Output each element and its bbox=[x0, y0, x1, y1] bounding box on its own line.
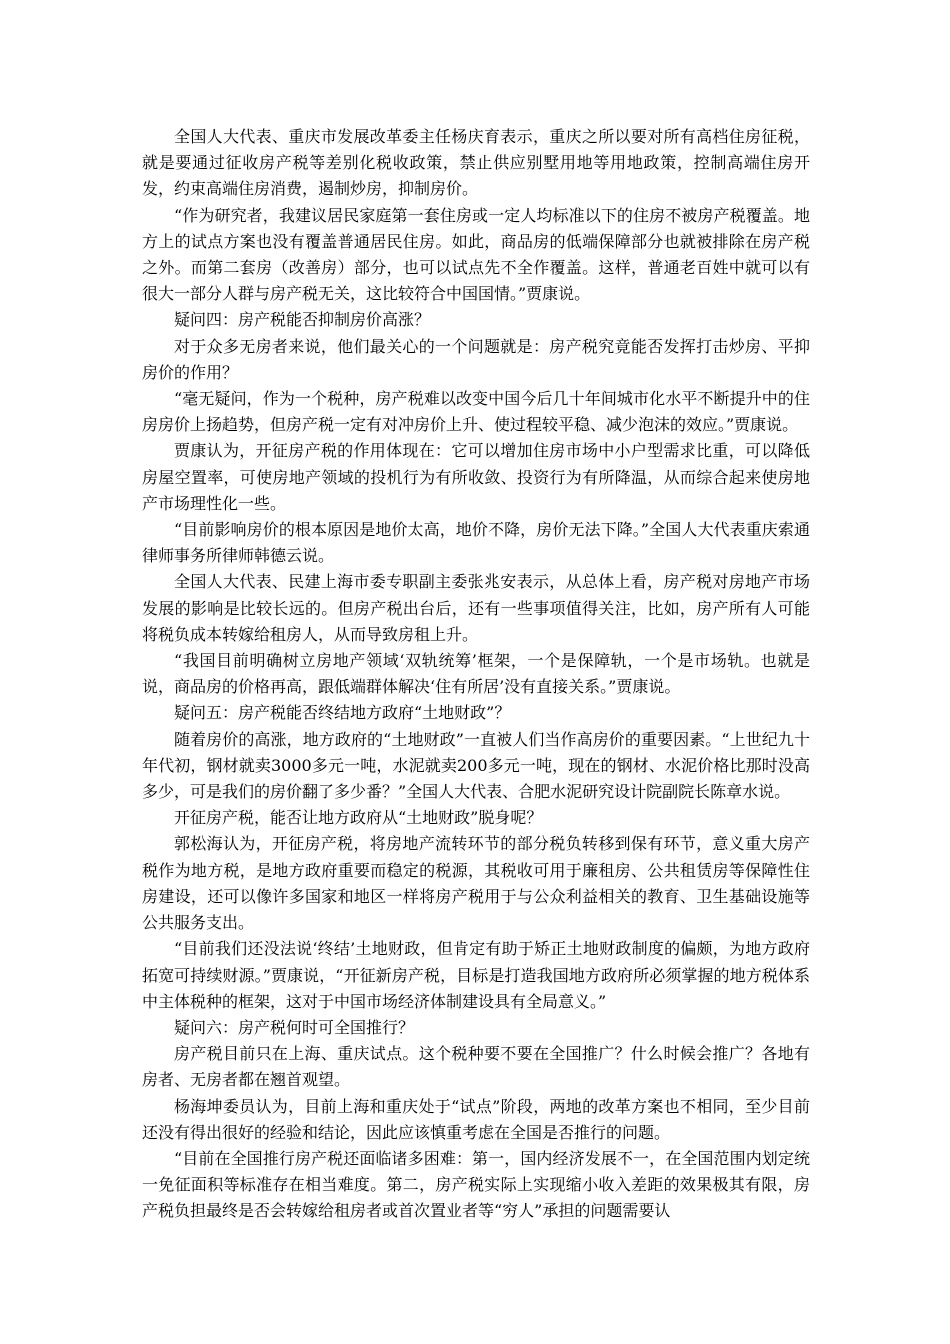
paragraph-5: 贾康认为，开征房产税的作用体现在：它可以增加住房市场中小户型需求比重，可以降低房屋空置率，可使房地产领域的投机行为有所收敛、投资行为有所降温，从而综合起来使房地产市场理性化一些。 bbox=[142, 441, 810, 513]
paragraph-3: 对于众多无房者来说，他们最关心的一个问题就是：房产税究竟能否发挥打击炒房、平抑房价的作用？ bbox=[142, 336, 810, 382]
section-heading-5: 疑问五：房产税能否终结地方政府“土地财政”？ bbox=[174, 703, 511, 723]
paragraph-7: 全国人大代表、民建上海市委专职副主委张兆安表示，从总体上看，房产税对房地产市场发展的影响是比较长远的。但房产税出台后，还有一些事项值得关注，比如，房产所有人可能将税负成本转嫁给租房人，从而导致房租上升。 bbox=[142, 572, 810, 644]
paragraph-11: 郭松海认为，开征房产税，将房地产流转环节的部分税负转移到保有环节，意义重大房产税作为地方税，是地方政府重要而稳定的税源，其税收可用于廉租房、公共租赁房等保障性住房建设，还可以像许多国家和地区一样将房产税用于与公众利益相关的教育、卫生基础设施等公共服务支出。 bbox=[142, 834, 810, 933]
paragraph-4: “毫无疑问，作为一个税种，房产税难以改变中国今后几十年间城市化水平不断提升中的住房房价上扬趋势，但房产税一定有对冲房价上升、使过程较平稳、减少泡沫的效应。”贾康说。 bbox=[142, 389, 810, 435]
paragraph-15: “目前在全国推行房产税还面临诸多困难：第一，国内经济发展不一，在全国范围内划定统一免征面积等标准存在相当难度。第二，房产税实际上实现缩小收入差距的效果极其有限，房产税负担最终是否会转嫁给租房者或首次置业者等“穷人”承担的问题需要认 bbox=[142, 1148, 810, 1221]
paragraph-9: 随着房价的高涨，地方政府的“土地财政”一直被人们当作高房价的重要因素。“上世纪九十年代初，钢材就卖3000多元一吨，水泥就卖200多元一吨，现在的钢材、水泥价格比那时没高多少，可是我们的房价翻了多少番？”全国人大代表、合肥水泥研究设计院副院长陈章水说。 bbox=[142, 729, 810, 802]
section-heading-6: 疑问六：房产税何时可全国推行？ bbox=[174, 1017, 415, 1037]
paragraph-2: “作为研究者，我建议居民家庭第一套住房或一定人均标准以下的住房不被房产税覆盖。地方上的试点方案也没有覆盖普通居民住房。如此，商品房的低端保障部分也就被排除在房产税之外。而第二套房（改善房）部分，也可以试点先不全作覆盖。这样，普通老百姓中就可以有很大一部分人群与房产税无关，这比较符合中国国情。”贾康说。 bbox=[142, 205, 810, 304]
section-heading-4: 疑问四：房产税能否抑制房价高涨？ bbox=[174, 310, 431, 330]
paragraph-6: “目前影响房价的根本原因是地价太高，地价不降，房价无法下降。”全国人大代表重庆索通律师事务所律师韩德云说。 bbox=[142, 520, 810, 566]
paragraph-1: 全国人大代表、重庆市发展改革委主任杨庆育表示，重庆之所以要对所有高档住房征税，就是要通过征收房产税等差别化税收政策，禁止供应别墅用地等用地政策，控制高端住房开发，约束高端住房消费，遏制炒房，抑制房价。 bbox=[142, 127, 810, 199]
paragraph-12: “目前我们还没法说‘终结’土地财政，但肯定有助于矫正土地财政制度的偏颇，为地方政府拓宽可持续财源。”贾康说，“开征新房产税，目标是打造我国地方政府所必须掌握的地方税体系中主体税种的框架，这对于中国市场经济体制建设具有全局意义。” bbox=[142, 939, 810, 1011]
paragraph-8: “我国目前明确树立房地产领域‘双轨统筹’框架，一个是保障轨，一个是市场轨。也就是说，商品房的价格再高，跟低端群体解决‘住有所居’没有直接关系。”贾康说。 bbox=[142, 651, 810, 697]
document-page bbox=[142, 124, 810, 1225]
paragraph-13: 房产税目前只在上海、重庆试点。这个税种要不要在全国推广？什么时候会推广？各地有房者、无房者都在翘首观望。 bbox=[142, 1044, 810, 1090]
paragraph-14: 杨海坤委员认为，目前上海和重庆处于“试点”阶段，两地的改革方案也不相同，至少目前还没有得出很好的经验和结论，因此应该慎重考虑在全国是否推行的问题。 bbox=[142, 1096, 810, 1142]
paragraph-10: 开征房产税，能否让地方政府从“土地财政”脱身呢？ bbox=[174, 808, 543, 828]
